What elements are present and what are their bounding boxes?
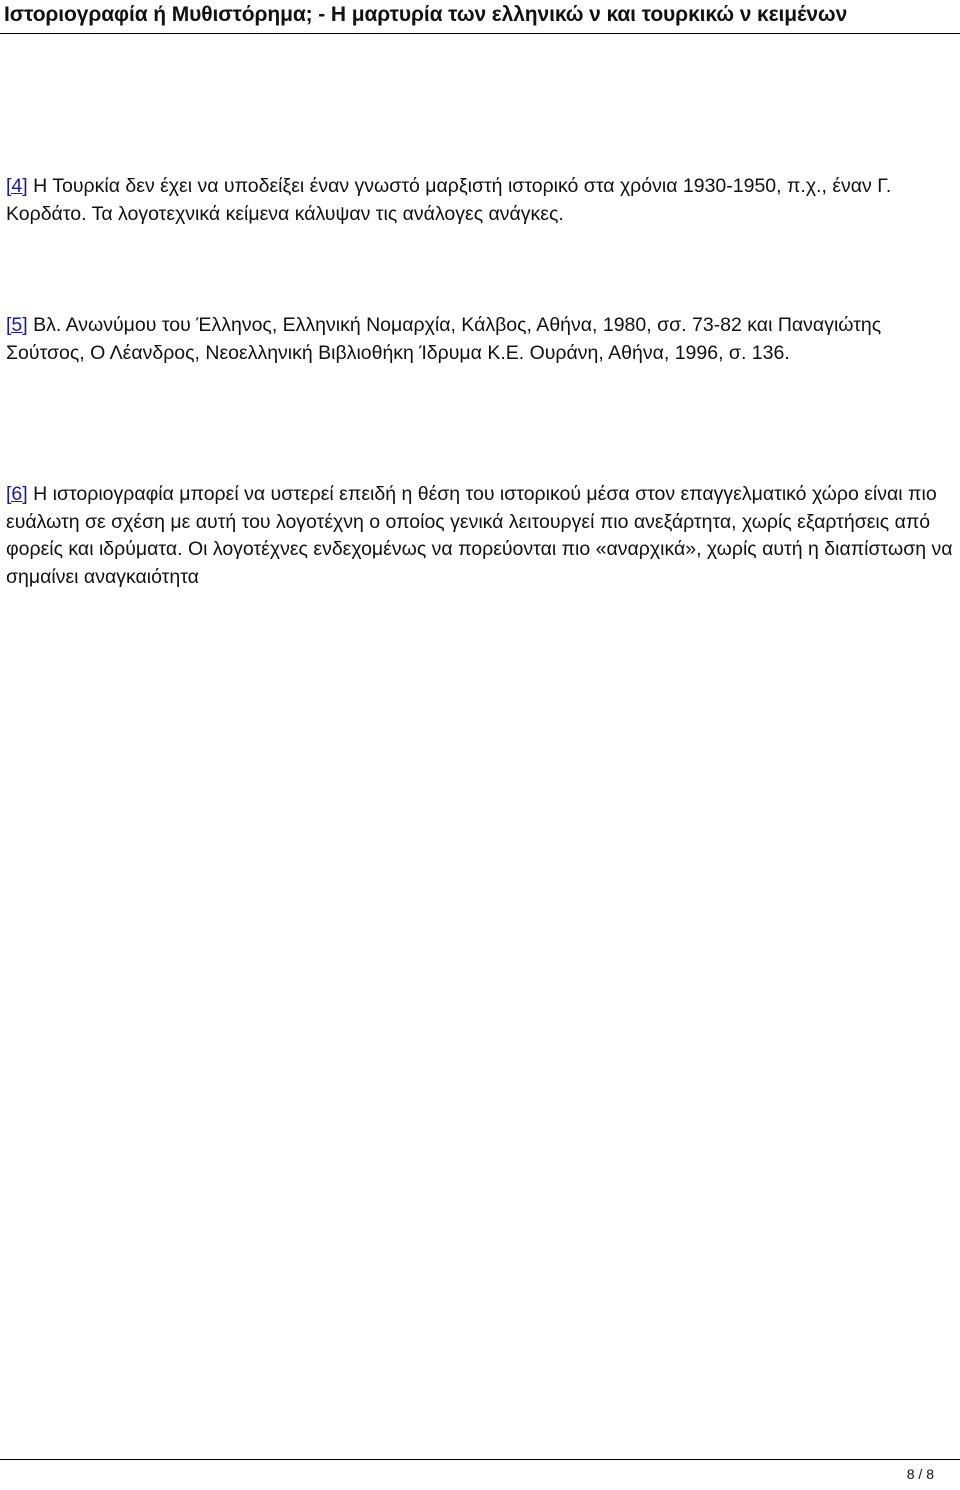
footnote-5-link[interactable]: [5] — [6, 314, 28, 336]
footer-divider — [0, 1459, 960, 1460]
header-divider — [0, 33, 960, 34]
footnote-5-text: Βλ. Ανωνύμου του Έλληνος, Ελληνική Νομαρχία, Κάλβος, Αθήνα, 1980, σσ. 73-82 και Παναγιώτης Σούτσος, Ο Λέανδρος, Νεοελληνική Βιβλιοθήκη Ίδρυμα Κ.Ε. Ουράνη, Αθήνα, 1996, σ. 136. — [6, 314, 882, 364]
footnote-6-text: Η ιστοριογραφία μπορεί να υστερεί επειδή η θέση του ιστορικού μέσα στον επαγγελματικό χώρο είναι πιο ευάλωτη σε σχέση με αυτή του λογοτέχνη ο οποίος γενικά λειτουργεί πιο ανεξάρτητα, χωρίς εξαρτήσεις από φορείς και ιδρύματα. Οι λογοτέχνες ενδεχομένως να πορεύονται πιο «αναρχικά», χωρίς αυτή η διαπίστωση να σημαίνει αναγκαιότητα — [6, 483, 953, 588]
footnote-4-text: Η Τουρκία δεν έχει να υποδείξει έναν γνωστό μαρξιστή ιστορικό στα χρόνια 1930-1950, π.χ., έναν Γ. Κορδάτο. Τα λογοτεχνικά κείμενα κάλυψαν τις ανάλογες ανάγκες. — [6, 175, 892, 225]
footnote-4 — [6, 173, 954, 228]
footnote-5 — [6, 312, 954, 367]
document-title: Ιστοριογραφία ή Μυθιστόρημα; - Η μαρτυρία των ελληνικώ ν και τουρκικώ ν κειμένων — [4, 3, 848, 26]
footnote-6-link[interactable]: [6] — [6, 483, 28, 505]
page-header — [0, 0, 960, 36]
footnote-6 — [6, 481, 954, 591]
page-number: 8 / 8 — [906, 1466, 934, 1482]
footnote-4-link[interactable]: [4] — [6, 175, 28, 197]
